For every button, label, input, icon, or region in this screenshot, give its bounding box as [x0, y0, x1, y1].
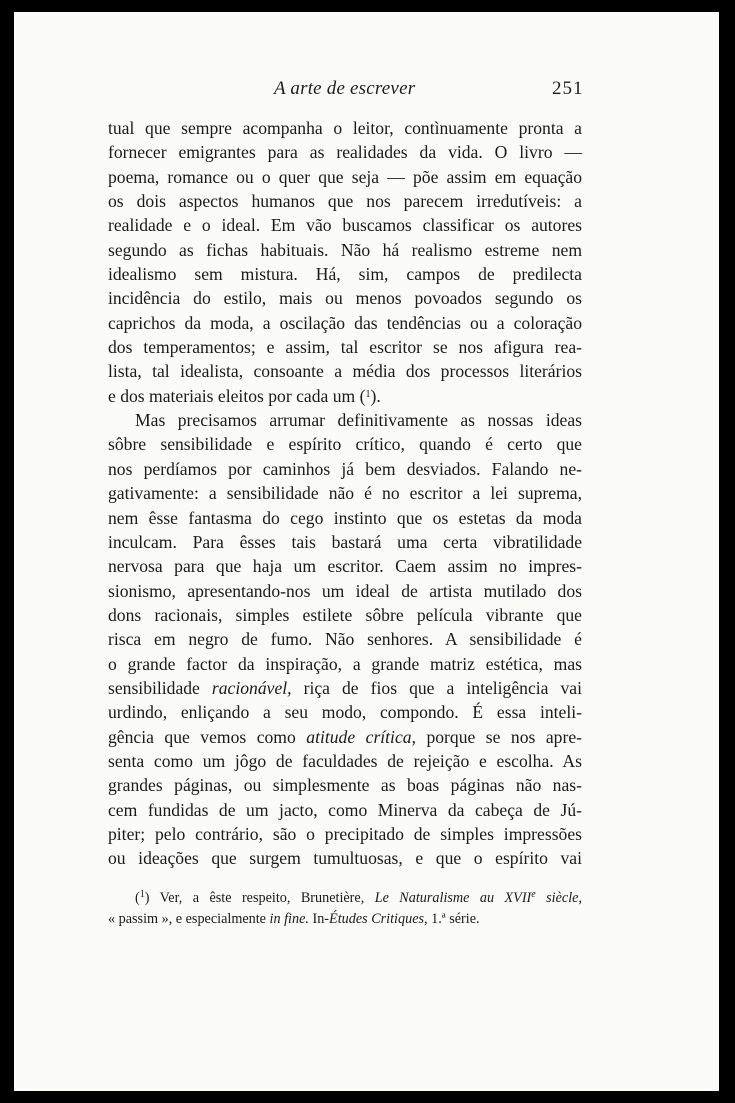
text-line: sôbre sensibilidade e espírito crítico, quando é certo que [108, 434, 582, 455]
italic-term: atitude crítica [306, 726, 412, 747]
text-line: inculcam. Para êsses tais bastará uma certa vibratilidade [108, 531, 582, 552]
text-line: urdindo, enliçando a seu modo, compondo. É essa inteli- [108, 702, 582, 723]
paragraph [108, 408, 582, 871]
text-segment: riça de fios que a inteligência vai [291, 677, 582, 698]
book-page [14, 12, 719, 1091]
running-title: A arte de escrever [274, 78, 416, 99]
text-line: nem êsse fantasma do cego instinto que os estetas da moda [108, 507, 582, 528]
text-segment: « passim », e especialmente [108, 911, 270, 927]
text-segment: Ver, a êste respeito, Brunetière, [149, 890, 375, 906]
footnote-line: ($^1$) Ver, a êste respeito, Brunetière, Le Naturalisme au XVIIe siècle, [135, 889, 583, 906]
text-segment: gência que vemos como [108, 726, 307, 747]
text-line: dons racionais, simples estilete sôbre película vibrante que [108, 604, 582, 625]
text-line: risca em negro de fumo. Não senhores. A sensibilidade é [108, 629, 582, 650]
text-line: o grande factor da inspiração, a grande matriz estética, mas [108, 653, 582, 674]
superscript: e [531, 889, 536, 900]
text-line [108, 676, 582, 700]
text-line: os dois aspectos humanos que nos parecem irredutíveis: a [108, 191, 582, 212]
text-segment: 1.ª série. [427, 911, 480, 927]
text-segment: e dos materiais eleitos por cada um ( [108, 385, 366, 406]
text-line: idealismo sem mistura. Há, sim, campos de predilecta [108, 264, 582, 285]
text-line: ou ideações que surgem tumultuosas, e que o espírito vai [108, 848, 582, 869]
text-line: senta como um jôgo de faculdades de rejeição e escolha. As [108, 750, 582, 771]
footnote-line [108, 909, 582, 930]
text-line: tual que sempre acompanha o leitor, contìnuamente pronta a [108, 118, 582, 138]
text-segment: , porque se nos apre- [411, 726, 582, 747]
italic-term: racionável, [211, 677, 292, 698]
page-number: 251 [552, 78, 584, 99]
text-line: fornecer emigrantes para as realidades da vida. O livro — [108, 142, 582, 163]
text-segment: ). [370, 385, 381, 406]
text-segment: In- [308, 911, 330, 927]
text-segment: Le Naturalisme au XVII [374, 890, 532, 906]
text-line: sionismo, apresentando-nos um ideal de artista mutilado dos [108, 580, 582, 601]
body-text [108, 116, 582, 871]
footnote [108, 888, 582, 930]
italic-title: Études Critiques, [329, 911, 428, 927]
text-line [108, 384, 582, 408]
text-segment: sensibilidade [108, 677, 212, 698]
text-line: nervosa para que haja um escritor. Caem assim no impres- [108, 556, 582, 577]
text-line: gativamente: a sensibilidade não é no escritor a lei suprema, [108, 483, 582, 504]
page-header [14, 78, 719, 108]
text-line: piter; pelo contrário, são o precipitado de simples impressões [108, 823, 582, 844]
footnote-reference: 1 [365, 388, 371, 400]
text-line: realidade e o ideal. Em vão buscamos classificar os autores [108, 215, 582, 236]
text-line: caprichos da moda, a oscilação das tendências ou a coloração [108, 312, 582, 333]
italic-title [375, 890, 582, 906]
text-line [108, 725, 582, 749]
text-line: grandes páginas, ou simplesmente as boas páginas não nas- [108, 775, 582, 796]
footnote-marker: 1 [139, 889, 145, 900]
italic-term: in fine. [269, 911, 309, 927]
paragraph [108, 116, 582, 408]
text-line: nos perdíamos por caminhos já bem desviados. Falando ne- [108, 458, 582, 479]
text-line: poema, romance ou o quer que seja — põe assim em equação [108, 166, 582, 187]
text-segment: siècle, [535, 890, 583, 906]
text-line: segundo as fichas habituais. Não há realismo estreme nem [108, 239, 582, 260]
text-line: lista, tal idealista, consoante a média dos processos literários [108, 361, 582, 382]
text-line: cem fundidas de um jacto, como Minerva da cabeça de Jú- [108, 799, 582, 820]
text-line: dos temperamentos; e assim, tal escritor se nos afigura rea- [108, 337, 582, 358]
text-line: Mas precisamos arrumar definitivamente as nossas ideas [135, 410, 582, 431]
text-line: incidência do estilo, mais ou menos povoados segundo os [108, 288, 582, 309]
